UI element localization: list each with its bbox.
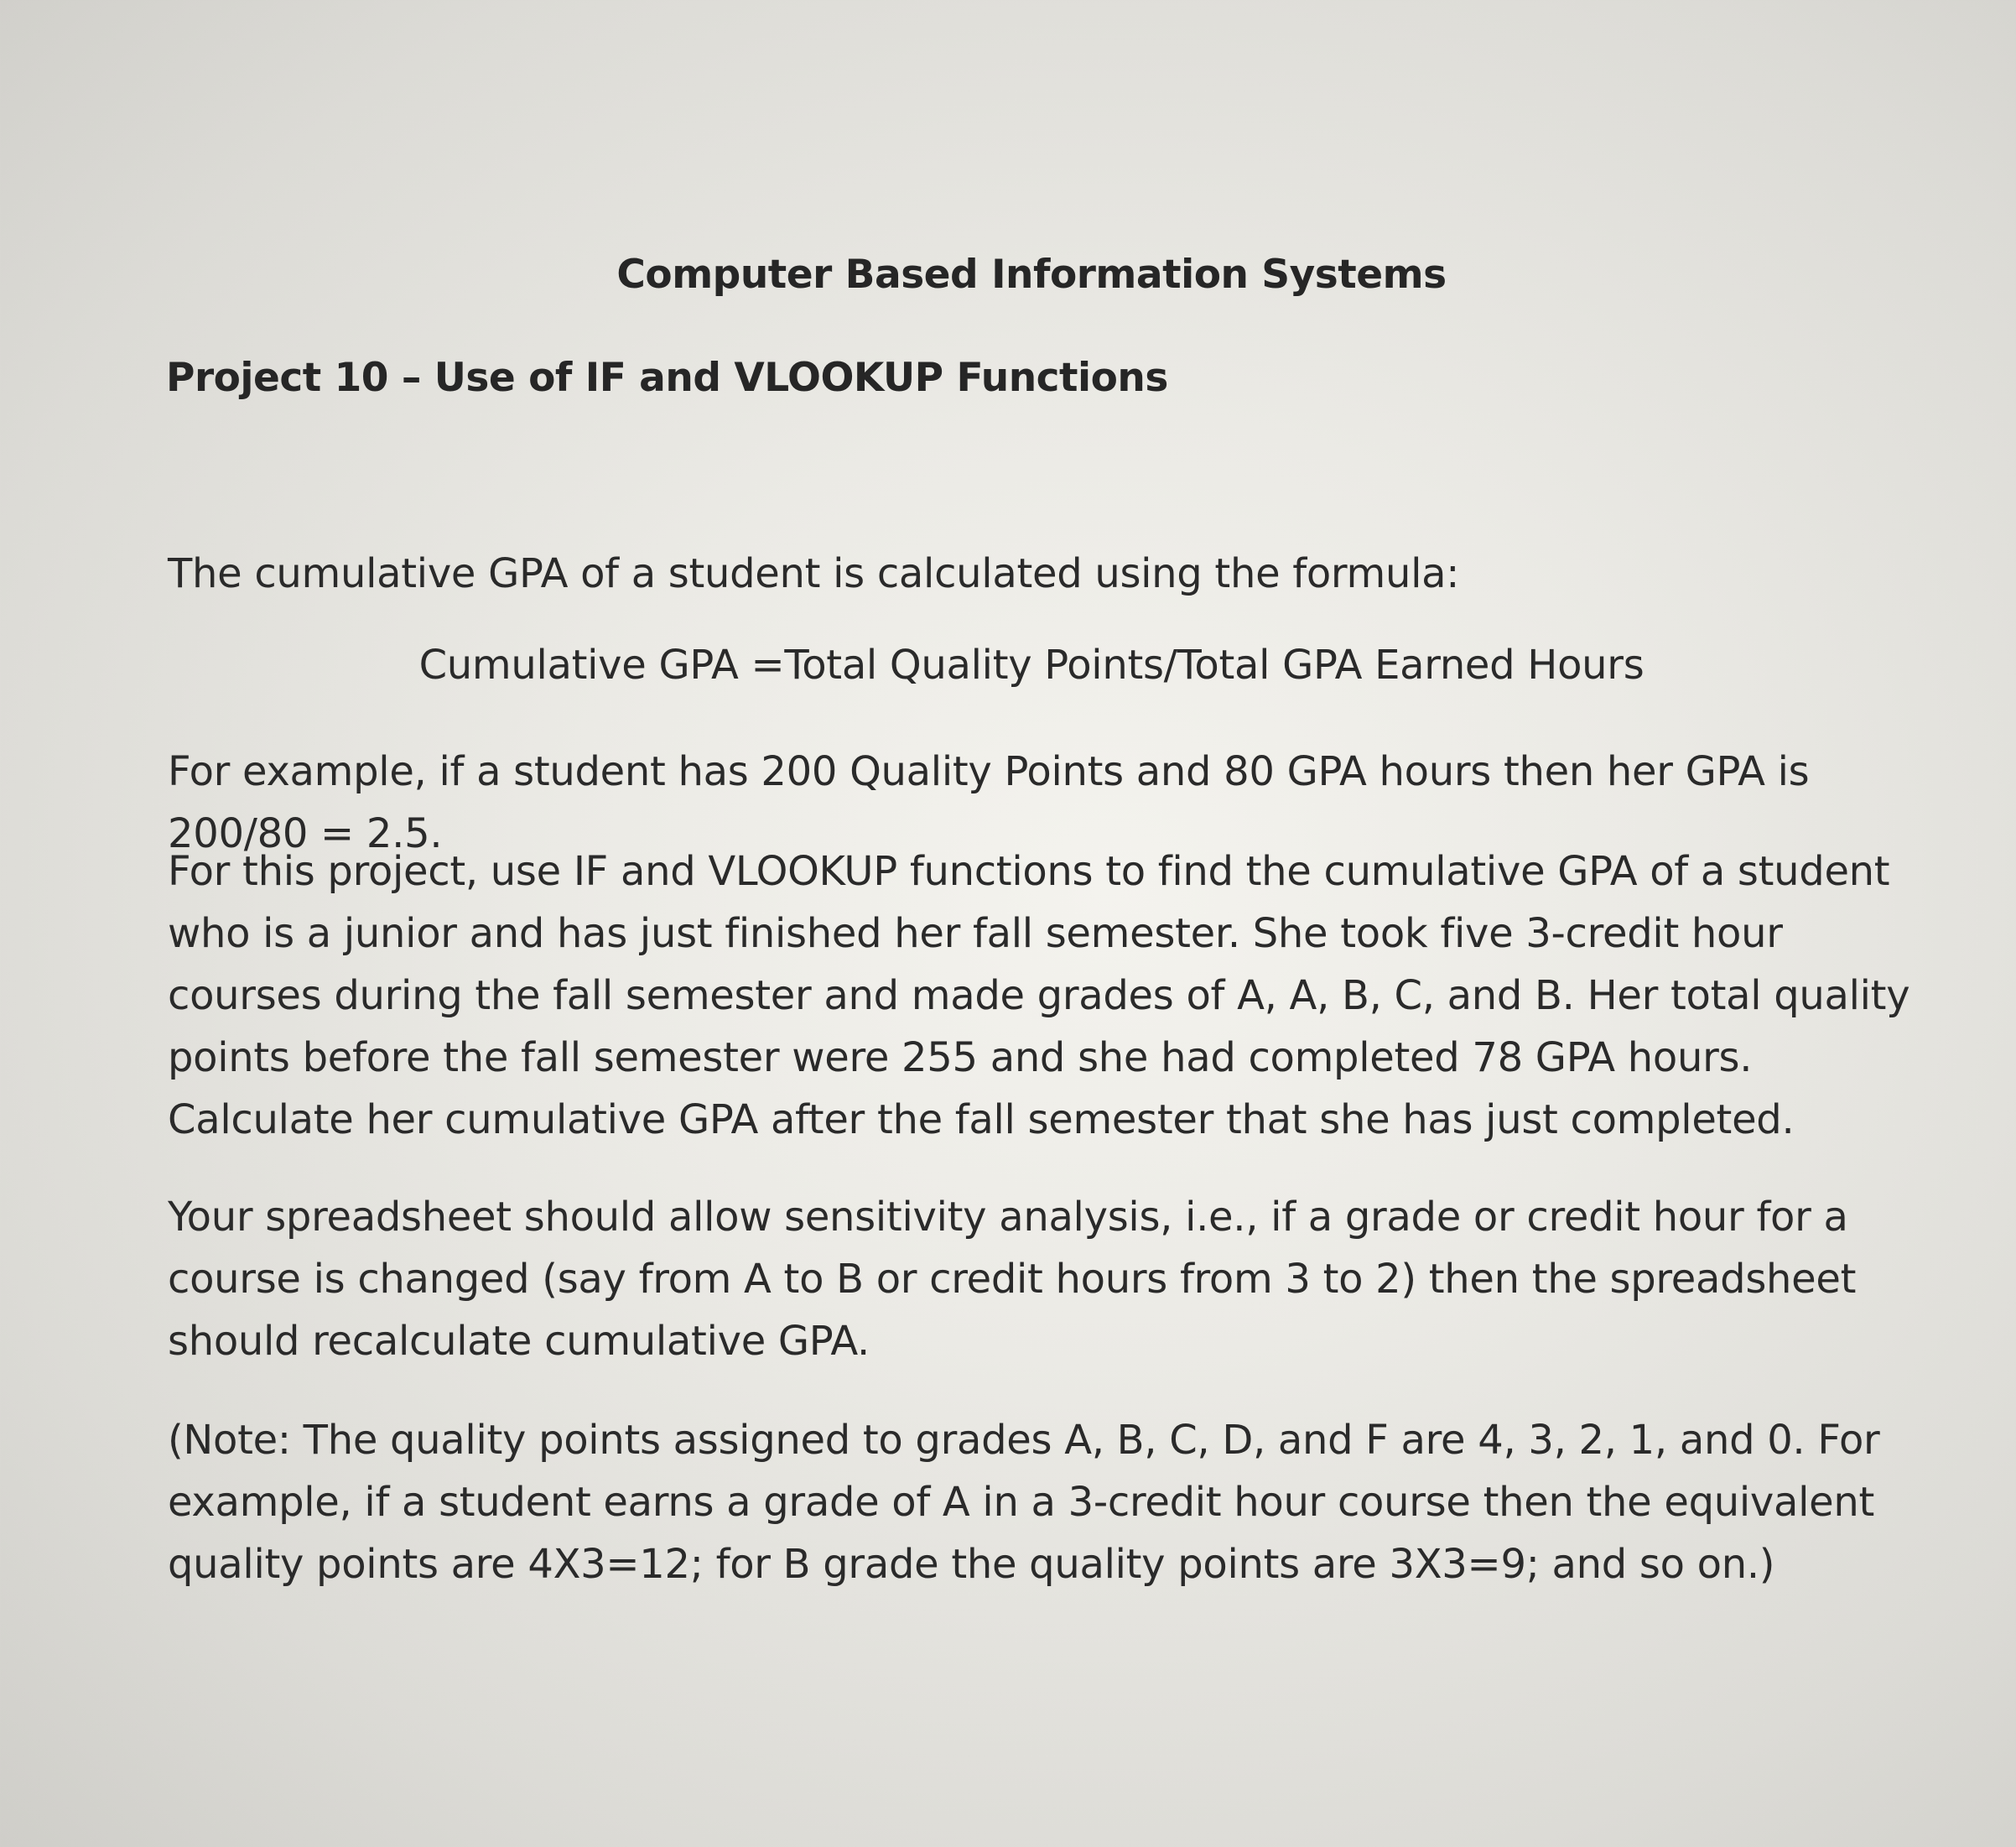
example-paragraph: For example, if a student has 200 Quality Points and 80 GPA hours then her GPA is 200/80 = 2.5. xyxy=(168,748,1810,857)
intro-paragraph: The cumulative GPA of a student is calculated using the formula: xyxy=(168,550,1460,597)
task-paragraph: For this project, use IF and VLOOKUP functions to find the cumulative GPA of a student who is a junior and has just finished her fall semester. She took five 3-credit hour courses during the fall semester and made grades of A, A, B, C, and B. Her total quality points before the fall semester were 255 and she had completed 78 GPA hours. Calculate her cumulative GPA after the fall semester that she has just completed. xyxy=(168,848,1910,1143)
sensitivity-paragraph: Your spreadsheet should allow sensitivity analysis, i.e., if a grade or credit hour for a course is changed (say from A to B or credit hours from 3 to 2) then the spreadsheet should recalculate cumulative GPA. xyxy=(168,1194,1857,1365)
project-title: Project 10 – Use of IF and VLOOKUP Functions xyxy=(166,355,1168,401)
note-paragraph: (Note: The quality points assigned to grades A, B, C, D, and F are 4, 3, 2, 1, and 0. For example, if a student earns a grade of A in a 3-credit hour course then the equivalent quality points are 4X3=12; for B grade the quality points are 3X3=9; and so on.) xyxy=(168,1417,1880,1588)
gpa-formula: Cumulative GPA =Total Quality Points/Total GPA Earned Hours xyxy=(418,642,1644,689)
course-title: Computer Based Information Systems xyxy=(616,252,1447,298)
